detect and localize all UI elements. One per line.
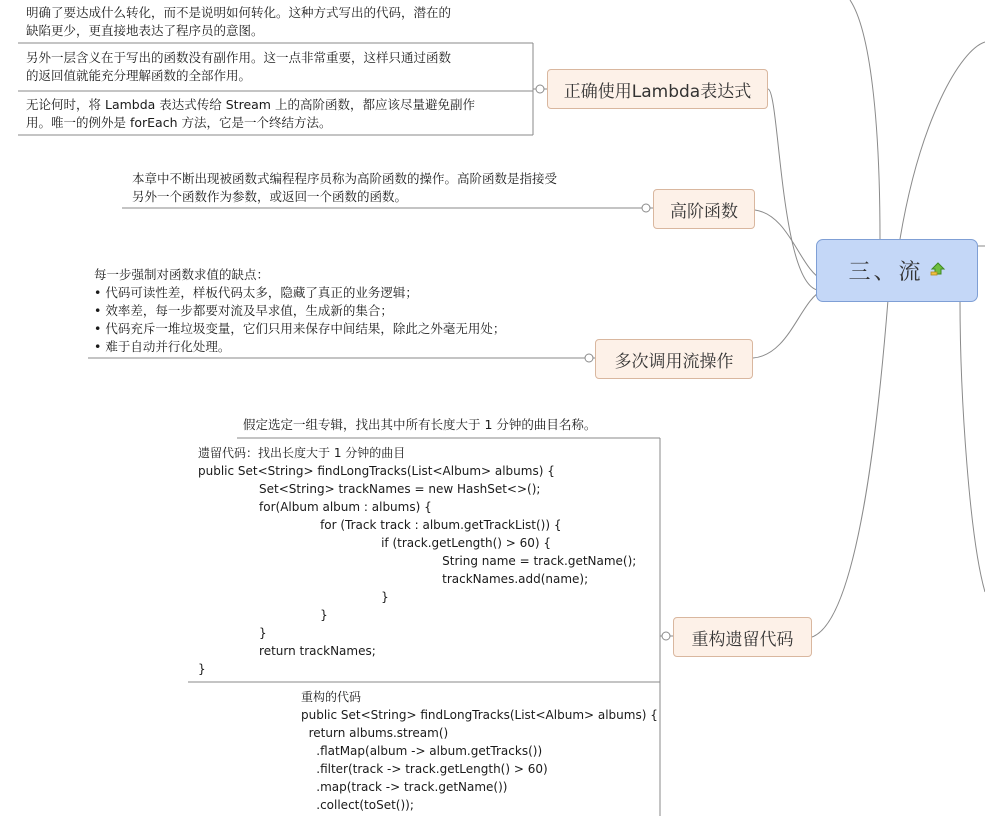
note-higher-order: 本章中不断出现被函数式编程程序员称为高阶函数的操作。高阶函数是指接受 另外一个函数作为参数，或返回一个函数的函数。 [132,171,558,204]
refactored-code-block: 重构的代码 public Set<String> findLongTracks(List<Album> albums) { return albums.stream() .flatMap(album -> album.getTracks()) .filter(track -> track.getLength() > 60) .map(track -> track.getName()) .collect(toSet()); [301,690,658,812]
central-title: 三、流 [848,260,924,285]
note-multi-stream: 每一步强制对函数求值的缺点： • 代码可读性差，样板代码太多，隐藏了真正的业务逻辑； • 效率差，每一步都要对流及早求值，生成新的集合； • 代码充斥一堆垃圾变量，它们只用来保存中间结果，除此之外毫无用处； • 难于自动并行化处理。 [94,267,506,354]
central-topic[interactable] [816,239,978,302]
note-lambda-intent: 明确了要达成什么转化，而不是说明如何转化。这种方式写出的代码，潜在的 缺陷更少，更直接地表达了程序员的意图。 [26,5,452,38]
note-lambda-no-side-effect: 另外一层含义在于写出的函数没有副作用。这一点非常重要，这样只通过函数 的返回值就能充分理解函数的全部作用。 [26,50,452,83]
collapse-handle-multi-stream [585,354,593,362]
collapse-handle-refactor [662,632,670,640]
legacy-code-block: 遗留代码：找出长度大于 1 分钟的曲目 public Set<String> findLongTracks(List<Album> albums) { Set<String> trackNames = new HashSet<>(); for(Album album : albums) { for (Track track : album.getTrackList()) { if (track.getLength() > 60) { String name = track.getName(); trackNames.add(name); } } } return trackNames; } [198,446,637,676]
topic-refactor[interactable]: 重构遗留代码 [673,617,812,657]
topic-higher-order[interactable]: 高阶函数 [653,189,755,229]
arrow-up-home-icon[interactable] [930,258,946,283]
collapse-handle-lambda [536,85,544,93]
collapse-handle-higher-order [642,204,650,212]
note-lambda-foreach: 无论何时，将 Lambda 表达式传给 Stream 上的高阶函数，都应该尽量避免副作 用。唯一的例外是 forEach 方法，它是一个终结方法。 [26,97,475,130]
topic-lambda[interactable]: 正确使用Lambda表达式 [547,69,768,109]
topic-multi-stream[interactable]: 多次调用流操作 [595,339,753,379]
note-refactor-intro: 假定选定一组专辑，找出其中所有长度大于 1 分钟的曲目名称。 [243,417,597,432]
